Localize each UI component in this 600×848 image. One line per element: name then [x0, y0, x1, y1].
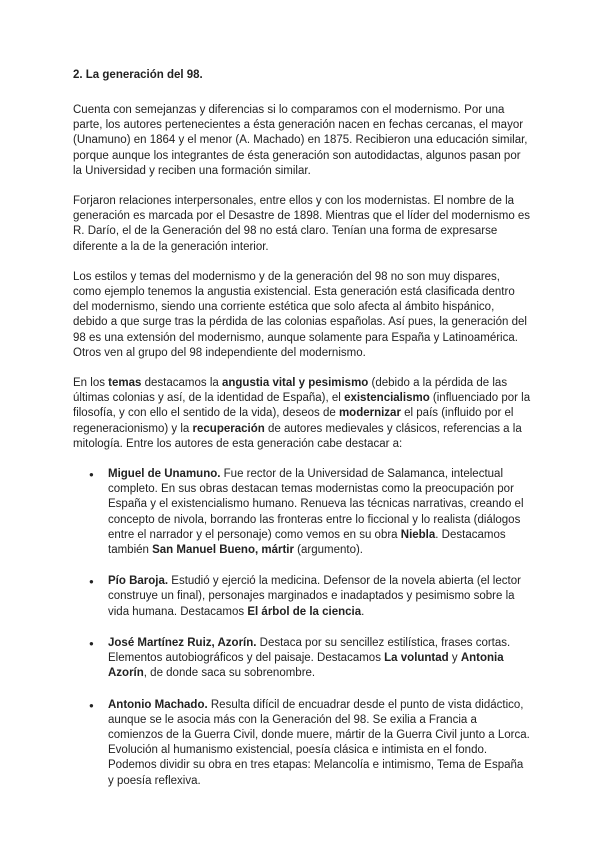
list-item-unamuno — [73, 467, 531, 558]
author-name: Antonio Machado. — [108, 698, 208, 711]
text-run: de autores medievales y clásicos, referencias a la mitología. Entre los autores de esta generación cabe destacar a: — [73, 422, 522, 450]
author-text: y — [448, 652, 461, 665]
author-text: Resulta difícil de encuadrar desde el punto de vista didáctico, aunque se le asocia más con la Generación del 98. Se exilia a Francia a comienzos de la Guerra Civil, donde muere, mártir de la Guerra Civil junto a Lorca. Evolución al humanismo existencial, poesía clásica e intimista en el fondo. Podemos dividir su obra en tres etapas: Melancolía e intimismo, Tema de España y poesía reflexiva. — [108, 698, 530, 787]
paragraph-intro: Cuenta con semejanzas y diferencias si lo comparamos con el modernismo. Por una parte, los autores pertenecientes a ésta generación nacen en fechas cercanas, el mayor (Unamuno) en 1864 y el menor (A. Machado) en 1875. Recibieron una educación similar, porque aunque los integrantes de ésta generación son autodidactas, algunos pasan por la Universidad y reciben una formación similar. — [73, 104, 528, 177]
paragraph-styles: Los estilos y temas del modernismo y de la generación del 98 no son muy dispares, como ejemplo tenemos la angustia existencial. Esta generación está clasificada dentro del modernismo, siendo una corriente estética que solo afecta al ámbito hispánico, debido a que surge tras la pérdida de las colonias españolas. Así pues, la generación del 98 es una extensión del modernismo, aunque solamente para España y Latinoamérica. Otros ven al grupo del 98 independiente del modernismo. — [73, 270, 527, 359]
section-title: 2. La generación del 98. — [73, 69, 203, 81]
bold-term-angustia: angustia vital y pesimismo — [221, 377, 369, 390]
authors-list — [73, 467, 531, 789]
bold-term-modernizar: modernizar — [338, 407, 401, 420]
text-run: (influenciado por la filosofía, y con ello el sentido de la vida), deseos de — [73, 392, 531, 420]
text-run: el país (influido por el regeneracionismo) y la — [73, 407, 514, 435]
list-item-azorin — [73, 636, 531, 682]
bold-term-existencialismo: existencialismo — [344, 392, 430, 405]
author-text: . — [361, 605, 365, 618]
author-text: , de donde saca su sobrenombre. — [143, 667, 316, 680]
work-title: San Manuel Bueno, mártir — [152, 544, 294, 557]
author-text: Estudió y ejerció la medicina. Defensor de la novela abierta (el lector construye un final), personajes marginados e inadaptados y pesimismo sobre la vida humana. Destacamos — [108, 575, 521, 618]
text-run: destacamos la — [141, 377, 222, 390]
work-title: El árbol de la ciencia — [247, 605, 362, 618]
author-name: Miguel de Unamuno. — [108, 468, 221, 481]
list-item-machado — [73, 698, 531, 789]
paragraph-relations: Forjaron relaciones interpersonales, entre ellos y con los modernistas. El nombre de la generación es marcada por el Desastre de 1898. Mientras que el líder del modernismo es R. Darío, el de la Generación del 98 no está claro. Tenían una forma de expresarse diferente a la de la generación interior. — [73, 195, 531, 253]
author-text: Fue rector de la Universidad de Salamanca, intelectual completo. En sus obras destacan temas modernistas como la preocupación por España y el existencialismo humano. Renueva las técnicas narrativas, creando el concepto de nivola, borrando las fronteras entre lo ficcional y lo realista (diálogos entre el narrador y el personaje) como vemos en su obra — [108, 468, 524, 541]
bold-term-recuperacion: recuperación — [192, 422, 265, 435]
text-run: En los — [73, 377, 109, 390]
work-title: Antonia Azorín — [108, 652, 504, 680]
author-text: . Destacamos también — [108, 528, 506, 557]
work-title: Niebla — [400, 528, 436, 541]
bold-term-temas: temas — [108, 377, 142, 390]
paragraph-themes — [73, 376, 531, 452]
author-name: José Martínez Ruiz, Azorín. — [108, 636, 257, 649]
author-text: (argumento). — [293, 544, 363, 557]
document-body — [73, 68, 531, 805]
work-title: La voluntad — [384, 652, 449, 665]
author-name: Pío Baroja. — [108, 575, 169, 588]
text-run: (debido a la pérdida de las últimas colonias y así, de la identidad de España), el — [73, 377, 508, 405]
list-item-baroja — [73, 574, 531, 620]
author-text: Destaca por su sencillez estilística, frases cortas. Elementos autobiográficos y del paisaje. Destacamos — [108, 636, 511, 665]
